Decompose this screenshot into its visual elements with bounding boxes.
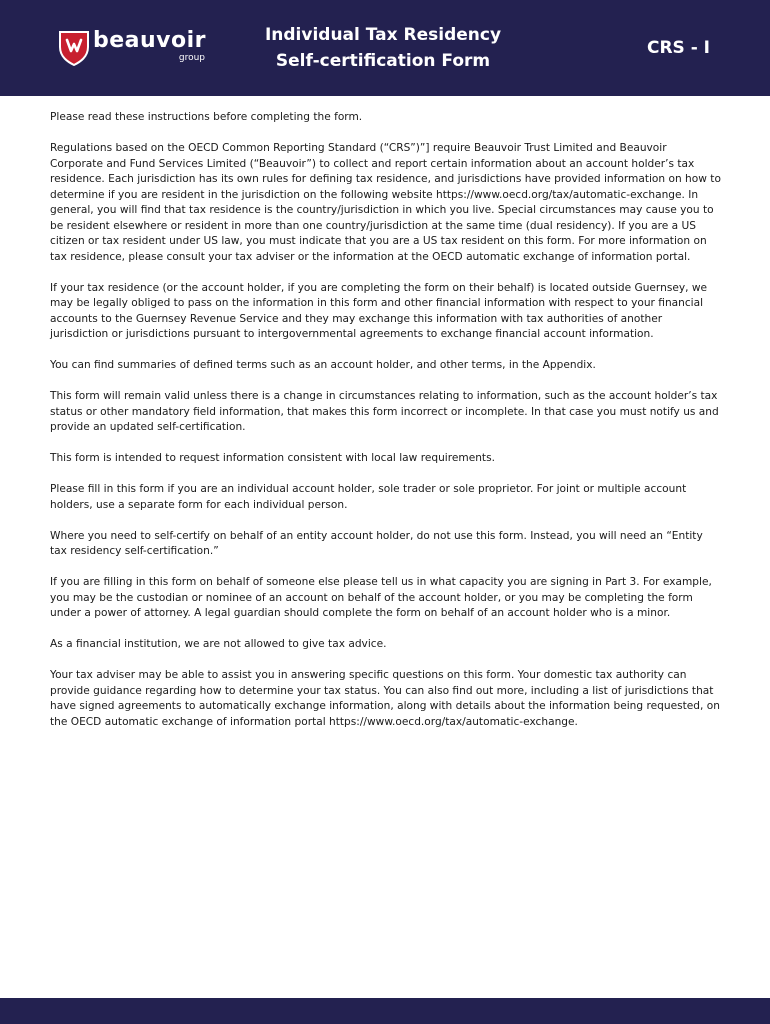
- paragraph-tax-adviser: Your tax adviser may be able to assist you in answering specific questions on this form. Your domestic tax authority can provide guidance regarding how to determine your tax status. You can also find out more, including a list of jurisdictions that have signed agreements to automatically exchange information, along with details about the information being requested, on the OECD automatic exchange of information portal https://www.oecd.org/tax/automatic-exchange.: [50, 669, 720, 728]
- paragraph-signing-capacity: If you are filling in this form on behalf of someone else please tell us in what capacity you are signing in Part 3. For example, you may be the custodian or nominee of an account on behalf of the account holder, or you may be completing the form under a power of attorney. A legal guardian should complete the form on behalf of an account holder who is a minor.: [50, 576, 712, 619]
- logo-text: [93, 30, 211, 68]
- form-header: [0, 0, 770, 96]
- form-code: CRS - I: [646, 38, 710, 58]
- paragraph-entity-holders: Where you need to self-certify on behalf of an entity account holder, do not use this form. Instead, you will need an “Entity tax residency self-certification.”: [50, 529, 703, 557]
- form-title-line-1: Individual Tax Residency: [264, 25, 502, 45]
- logo-subtitle: group: [178, 53, 205, 63]
- footer-bar: [0, 998, 770, 1024]
- paragraph-crs-regulations: Regulations based on the OECD Common Reporting Standard (“CRS”)”] require Beauvoir Trust Limited and Beauvoir Corporate and Fund Services Limited (“Beauvoir”) to collect and report certain information about an account holder’s tax residence. Each jurisdiction has its own rules for defining tax residence, and jurisdictions have provided information on how to determine if you are resident in the jurisdiction on the following website https://www.oecd.org/tax/automatic-exchange. In general, you will find that tax residence is the country/jurisdiction in which you live. Special circumstances may cause you to be resident elsewhere or resident in more than one country/jurisdiction at the same time (dual residency). If you are a US citizen or tax resident under US law, you must indicate that you are a US tax resident on this form. For more information on tax residence, please consult your tax adviser or the information at the OECD automatic exchange of information portal.: [50, 142, 721, 263]
- paragraph-who-should-fill: Please fill in this form if you are an individual account holder, sole trader or sole proprietor. For joint or multiple account holders, use a separate form for each individual person.: [50, 483, 687, 511]
- paragraph-form-validity: This form will remain valid unless there is a change in circumstances relating to information, such as the account holder’s tax status or other mandatory field information, that makes this form incorrect or incomplete. In that case you must notify us and provide an updated self-certification.: [50, 390, 719, 433]
- beauvoir-logo: [58, 30, 211, 68]
- shield-logo-icon: [58, 30, 90, 66]
- form-title: [250, 22, 516, 74]
- logo-wordmark: beauvoir: [93, 28, 207, 53]
- paragraph-tax-residence-outside-guernsey: If your tax residence (or the account holder, if you are completing the form on their behalf) is located outside Guernsey, we may be legally obliged to pass on the information in this form and other financial information with respect to your financial accounts to the Guernsey Revenue Service and they may exchange this information with tax authorities of another jurisdiction or jurisdictions pursuant to intergovernmental agreements to exchange financial account information.: [50, 281, 708, 340]
- paragraph-local-law: This form is intended to request information consistent with local law requirements.: [50, 452, 495, 464]
- instructions-body: [50, 110, 722, 746]
- form-title-line-2: Self-certification Form: [275, 51, 491, 71]
- paragraph-no-tax-advice: As a financial institution, we are not allowed to give tax advice.: [50, 638, 387, 650]
- paragraph-defined-terms: You can find summaries of defined terms such as an account holder, and other terms, in the Appendix.: [50, 359, 596, 371]
- instructions-intro: Please read these instructions before completing the form.: [50, 111, 363, 123]
